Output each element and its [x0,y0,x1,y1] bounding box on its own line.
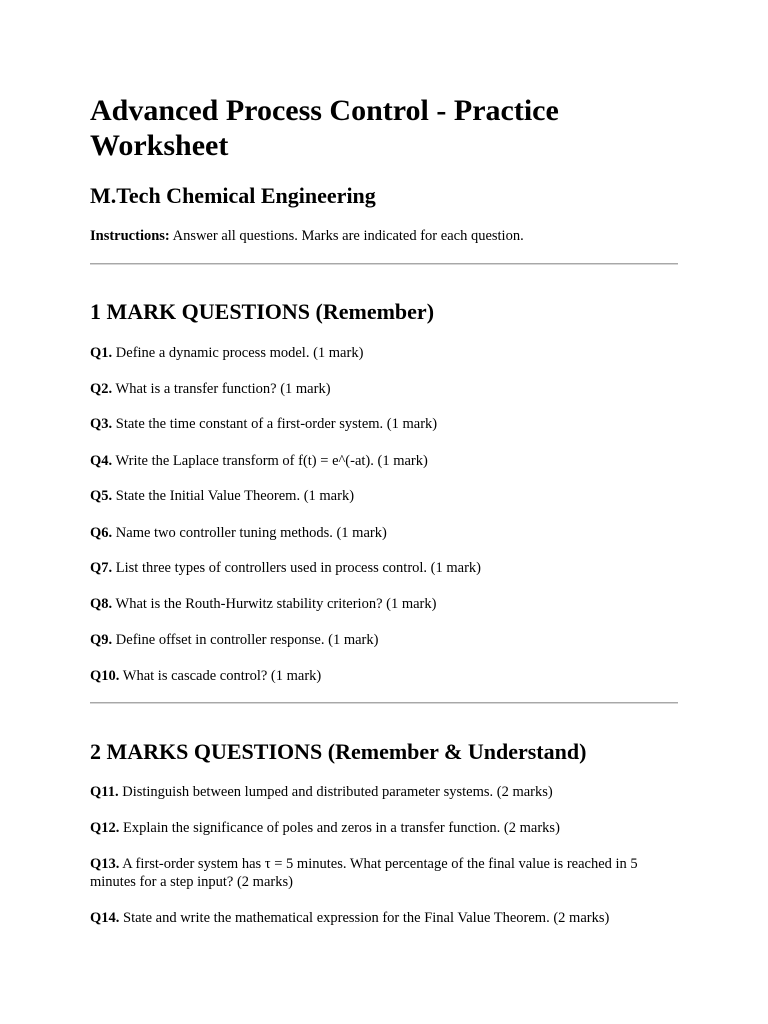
question-text: Distinguish between lumped and distributed parameter systems. (2 marks) [122,784,553,800]
question-item [90,524,678,542]
question-text: List three types of controllers used in process control. (1 mark) [115,560,481,576]
question-item [90,344,678,362]
instructions-label: Instructions: [90,228,170,244]
question-text: What is a transfer function? (1 mark) [115,381,331,397]
question-number: Q7. [90,560,113,576]
question-item [90,415,678,433]
question-text: State and write the mathematical expression for the Final Value Theorem. (2 marks) [123,910,610,926]
question-text: Define offset in controller response. (1 mark) [115,632,379,648]
question-number: Q3. [90,416,113,432]
question-number: Q8. [90,596,113,612]
question-item [90,783,678,801]
question-item [90,819,678,837]
question-item [90,452,678,470]
question-text: Write the Laplace transform of f(t) = e^(-at). (1 mark) [115,453,428,469]
question-item [90,667,678,685]
question-number: Q14. [90,910,120,926]
question-text: Define a dynamic process model. (1 mark) [115,345,364,361]
instructions [90,227,524,245]
question-text: Name two controller tuning methods. (1 mark) [115,525,387,541]
question-number: Q1. [90,345,113,361]
question-number: Q9. [90,632,113,648]
question-text: What is the Routh-Hurwitz stability criterion? (1 mark) [115,596,437,612]
question-text: A first-order system has τ = 5 minutes. What percentage of the final value is reached in 5 minutes for a step input? (2 marks) [90,856,638,890]
section-heading-1-mark: 1 MARK QUESTIONS (Remember) [90,299,435,324]
question-item [90,559,678,577]
section-divider [90,263,678,265]
question-number: Q11. [90,784,119,800]
question-text: State the time constant of a first-order system. (1 mark) [115,416,438,432]
section-heading-2-marks: 2 MARKS QUESTIONS (Remember & Understand) [90,739,587,764]
question-text: What is cascade control? (1 mark) [122,668,322,684]
question-item [90,487,678,505]
question-number: Q6. [90,525,113,541]
question-number: Q12. [90,820,120,836]
question-number: Q4. [90,453,113,469]
question-item [90,855,678,891]
question-number: Q5. [90,488,113,504]
page-subtitle: M.Tech Chemical Engineering [90,183,376,208]
instructions-text: Answer all questions. Marks are indicated for each question. [172,228,524,244]
question-item [90,631,678,649]
page-title: Advanced Process Control - Practice Worksheet [90,94,559,162]
question-item [90,380,678,398]
question-number: Q10. [90,668,120,684]
question-text: State the Initial Value Theorem. (1 mark) [115,488,355,504]
question-number: Q13. [90,856,120,872]
question-number: Q2. [90,381,113,397]
question-item [90,595,678,613]
section-divider [90,702,678,704]
question-item [90,909,678,927]
question-text: Explain the significance of poles and zeros in a transfer function. (2 marks) [123,820,560,836]
